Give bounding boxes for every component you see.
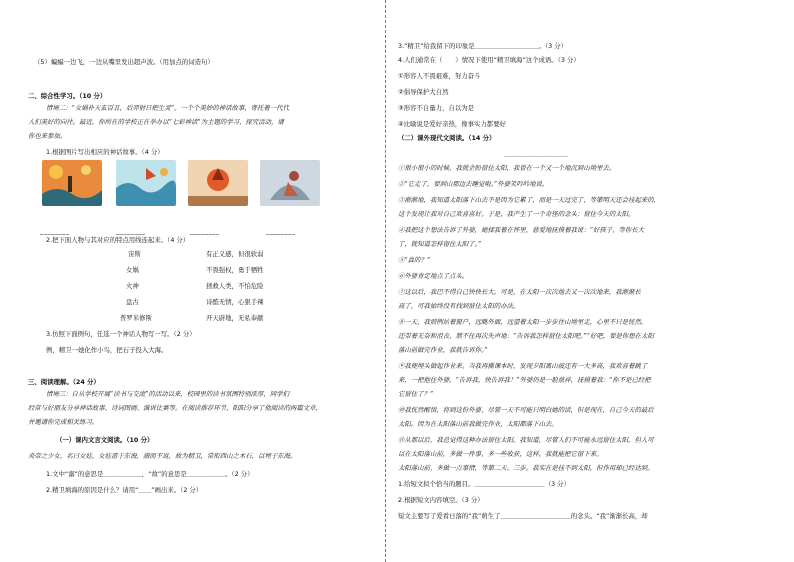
paragraph-4b: 了，就知道怎样留住太阳了。” [398, 240, 482, 248]
question-2-3: 3.仿照下面例句，任选一个神话人物写一写。（2 分） [46, 330, 196, 338]
picture-answer-3[interactable]: ________ [190, 227, 220, 235]
character-2: 女娲 [126, 266, 139, 274]
section-3-intro-1: 情境三：自从学校开展“读书与交流”的活动以来，校园里的读书氛围特别浓厚，同学们 [46, 390, 289, 398]
section-3-intro-2: 经常与好朋友分享神话故事、诗词图画、演讲比赛等。在阅读推荐环节，阳阳分享了他阅读的两篇文章， [28, 404, 322, 412]
trait-3: 拯救人类，不怕危险 [206, 282, 264, 290]
question-2-1: 1.根据图片写出相应的神话故事。（4 分） [46, 148, 164, 156]
trait-1: 有正义感，但很软弱 [206, 250, 264, 258]
trait-2: 不畏强权，勇于牺牲 [206, 266, 264, 274]
myth-picture-2 [116, 160, 176, 206]
paragraph-9b: 来，一把抱住外婆，“告诉我，快告诉我！”外婆仍是一脸慈祥，抚摸着我：“你不是已经把 [398, 376, 651, 384]
picture-answer-4[interactable]: ________ [266, 227, 296, 235]
paragraph-8c: 落山前做完作业，我就告诉你。” [398, 346, 488, 354]
reading-question-1: 1.给短文拟个恰当的题目。＿＿＿＿＿＿＿＿＿＿＿（3 分） [398, 480, 570, 488]
character-3: 火神 [126, 282, 139, 290]
paragraph-1: ①很小很小的时候，我就企盼留住太阳，我曾在一个又一个地沉到山坳里去。 [398, 164, 616, 172]
section-3-intro-3: 并邀请你完成相关练习。 [28, 418, 99, 426]
character-5: 普罗米修斯 [120, 314, 152, 322]
column-divider [385, 0, 386, 562]
section-3-title: 三、阅读理解。（24 分） [28, 378, 100, 386]
question-3-4: 4.人们通常在（ ）情况下使用“精卫填海”这个成语。（3 分） [398, 56, 580, 64]
section-2-intro-3: 你也来参加。 [28, 132, 67, 140]
myth-picture-4 [260, 160, 320, 206]
section-2-intro-2: 人们美好的向往。最近，你所在的学校正在举办以“七彩神话”为主题的学习、探究活动，请 [28, 118, 284, 126]
reading-question-2: 2.根据短文内容填空。（3 分） [398, 496, 484, 504]
paragraph-10b: 太阳。因为在太阳落山前我做完作业，太阳都落下山去。 [398, 420, 558, 428]
character-4: 盘古 [126, 298, 139, 306]
reading-question-2-text: 短文主要写了爱看日落的“我”萌生了＿＿＿＿＿＿＿＿＿＿＿的念头。“我”渐渐长高，却 [398, 512, 648, 520]
paragraph-4a: ④我把这个想法告诉了外婆，她揉我着在怀里，慈爱地抚摸着我说：“好孩子，等你长大 [398, 226, 645, 234]
paragraph-3b: 这个发现让我对自己欢喜喜好。于是，我产生了一个奇怪的念头：留住今天的太阳。 [398, 210, 635, 218]
paragraph-10a: ⑩我恍然醒悟，将到这份外婆，尽管一天不可能只明白她的话，但是现在，自己今天的最后 [398, 406, 654, 414]
classical-text: 炎帝之少女，名曰女娃，女娃游于东海，溺而不返，故为精卫，常衔西山之木石，以堙于东海。 [28, 452, 297, 460]
option-2: ②倡导保护大自然 [398, 88, 449, 96]
picture-answer-2[interactable]: ________ [116, 227, 146, 235]
paragraph-11a: ⑪从那以后，我总觉得这种办法留住太阳。我知道，尽管人们不可能永远留住太阳，但人可 [398, 436, 654, 444]
option-1: ①形容人不畏艰难，努力奋斗 [398, 72, 481, 80]
paragraph-7a: ⑦这以后，我巴不得自己快快长大。可是，在太阳一次次地去又一次次地来，我渐渐长 [398, 288, 641, 296]
myth-picture-1 [42, 160, 102, 206]
subsection-1-title: （一）课内文言文阅读。（10 分） [56, 436, 154, 444]
paragraph-6: ⑥外婆肯定地点了点头。 [398, 272, 469, 280]
paragraph-9c: 它留住了？” [398, 390, 434, 398]
picture-answer-1[interactable]: ________ [40, 227, 70, 235]
right-column [392, 0, 768, 562]
question-2-2: 2.把下面人物与其对应的特点用线连起来。（4 分） [46, 236, 190, 244]
paragraph-2: ②“它走了，要到山那边去睡觉啦。”外婆笑吟吟地说。 [398, 180, 549, 188]
character-1: 宙斯 [128, 250, 141, 258]
section-2-intro-1: 情境二：“女娲补天玄百丑，后羿射日把生灵”。一个个美妙的神话故事，寄托着一代代 [46, 104, 289, 112]
paragraph-5: ⑤“真的？” [398, 256, 431, 264]
passage-title-blank[interactable]: ＿＿＿＿＿＿＿＿＿＿ [504, 150, 568, 158]
question-3-3: 3.“精卫”给我留下的印象是＿＿＿＿＿＿＿＿＿＿。（3 分） [398, 42, 567, 50]
paragraph-9a: ⑨我便埋头做起作业来。当我再撕课本时，发现夕阳离山坡还有一大多高，我欢喜着跳了 [398, 362, 648, 370]
trait-5: 开天辟地，无私奉献 [206, 314, 264, 322]
paragraph-11b: 以在太阳落山前，多做一件事，多一些收获，这样，我就能把它留下来。 [398, 450, 603, 458]
paragraph-11c: 太阳落山前，多做一点事情，等第二天、三步。我实在是挂不到太阳，但作用却已经达到。 [398, 464, 654, 472]
paragraph-7b: 高了，可我始终没有找到留住太阳的办法。 [398, 302, 520, 310]
question-5: （5）蝙蝠一边飞，一边从嘴里发出超声波。（用加点的词造句） [34, 58, 214, 66]
left-column [28, 0, 380, 562]
paragraph-8b: 还带着无奈和沮丧，禁不住再次失声地：“告诉我怎样留住太阳吧。”“好吧，要是你想在太阳 [398, 332, 654, 340]
trait-4: 诗酷无情，心狠手辣 [206, 298, 264, 306]
question-3-1: 1.文中“溺”的意思是＿＿＿＿＿＿，“故”的意思是＿＿＿＿＿＿。（2 分） [46, 470, 254, 478]
myth-picture-3 [188, 160, 248, 206]
paragraph-3a: ③渐渐地，我知道太阳落下山去不是因为它累了，而是一天过完了，等第明天还会挂起来的， [398, 196, 661, 204]
subsection-2-title: （二）课外现代文阅读。（14 分） [398, 134, 496, 142]
option-4: ④比喻说是爱好亲热，像事实力都要好 [398, 120, 506, 128]
option-3: ③形容不自量力，自以为是 [398, 104, 475, 112]
section-2-title: 二、综合性学习。（10 分） [28, 92, 107, 100]
example-sentence: 例，精卫一她化作小鸟，把石子投入大海。 [46, 346, 168, 354]
question-3-2: 2.精卫填海的原因是什么？请用“＿＿”画出来。（2 分） [46, 486, 203, 494]
paragraph-8a: ⑧一天，我照例站着窗户，远眺外面，远望着太阳一步步往山坳里走，心里不只是恍然， [398, 318, 648, 326]
